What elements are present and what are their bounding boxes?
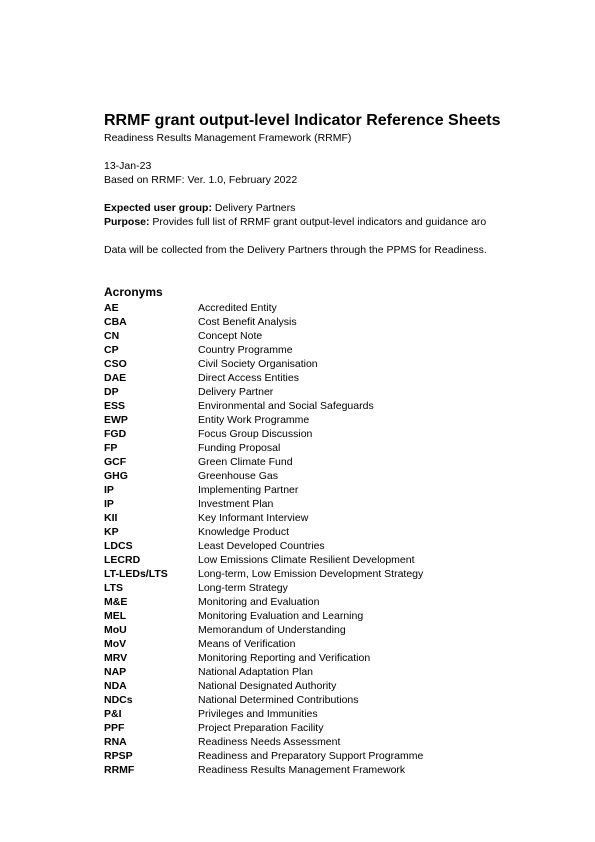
- acronym-definition: Long-term Strategy: [198, 582, 288, 594]
- acronym-row: [104, 763, 423, 777]
- acronym-code: RRMF: [104, 764, 135, 776]
- acronym-definition: Memorandum of Understanding: [198, 624, 346, 636]
- acronym-code: DAE: [104, 372, 127, 384]
- acronym-definition: Accredited Entity: [198, 302, 277, 314]
- acronym-row: [104, 581, 423, 595]
- document-date: 13-Jan-23: [104, 160, 152, 172]
- acronym-definition: Entity Work Programme: [198, 414, 310, 426]
- acronym-definition: National Designated Authority: [198, 680, 337, 692]
- acronym-row: [104, 455, 423, 469]
- acronym-code: DP: [104, 386, 119, 398]
- acronym-row: [104, 385, 423, 399]
- data-collection-note: Data will be collected from the Delivery Partners through the PPMS for Readiness.: [104, 244, 487, 256]
- acronym-code: EWP: [104, 414, 128, 426]
- purpose-value: Provides full list of RRMF grant output-level indicators and guidance aro: [149, 216, 487, 228]
- acronym-code: LT-LEDs/LTS: [104, 568, 168, 580]
- acronym-row: [104, 301, 423, 315]
- acronym-definition: Monitoring Reporting and Verification: [198, 652, 371, 664]
- acronym-definition: Monitoring and Evaluation: [198, 596, 320, 608]
- acronym-code: AE: [104, 302, 119, 314]
- acronym-definition: Country Programme: [198, 344, 293, 356]
- acronym-definition: Key Informant Interview: [198, 512, 309, 524]
- acronym-row: [104, 553, 423, 567]
- acronym-row: [104, 357, 423, 371]
- acronym-code: NDA: [104, 680, 127, 692]
- acronym-code: GHG: [104, 470, 128, 482]
- user-group-label: Expected user group:: [104, 202, 212, 214]
- acronym-definition: Means of Verification: [198, 638, 296, 650]
- acronym-row: [104, 721, 423, 735]
- acronym-code: CN: [104, 330, 120, 342]
- document-title: RRMF grant output-level Indicator Reference Sheets: [104, 112, 501, 129]
- user-group-value: Delivery Partners: [211, 202, 296, 214]
- acronym-code: MEL: [104, 610, 127, 622]
- acronym-row: [104, 539, 423, 553]
- acronym-code: MoU: [104, 624, 127, 636]
- purpose-label: Purpose:: [104, 216, 150, 228]
- acronym-code: P&I: [104, 708, 122, 720]
- acronym-definition: Funding Proposal: [198, 442, 281, 454]
- acronym-row: [104, 735, 423, 749]
- acronym-definition: Implementing Partner: [198, 484, 299, 496]
- acronym-definition: Readiness Needs Assessment: [198, 736, 341, 748]
- acronym-definition: Readiness Results Management Framework: [198, 764, 406, 776]
- acronyms-heading: Acronyms: [104, 285, 163, 299]
- acronym-row: [104, 441, 423, 455]
- acronym-code: RNA: [104, 736, 127, 748]
- acronym-code: RPSP: [104, 750, 133, 762]
- acronym-row: [104, 329, 423, 343]
- acronym-row: [104, 595, 423, 609]
- acronym-code: KII: [104, 512, 118, 524]
- acronym-definition: National Determined Contributions: [198, 694, 359, 706]
- acronym-code: ESS: [104, 400, 126, 412]
- acronym-row: [104, 651, 423, 665]
- acronym-row: [104, 483, 423, 497]
- acronym-row: [104, 679, 423, 693]
- document-subtitle: Readiness Results Management Framework (RRMF): [104, 132, 352, 144]
- acronym-code: FP: [104, 442, 118, 454]
- acronym-definition: Direct Access Entities: [198, 372, 299, 384]
- acronym-row: [104, 707, 423, 721]
- acronym-row: [104, 749, 423, 763]
- acronym-row: [104, 623, 423, 637]
- acronym-code: KP: [104, 526, 119, 538]
- acronym-row: [104, 693, 423, 707]
- acronym-row: [104, 665, 423, 679]
- acronym-code: LECRD: [104, 554, 141, 566]
- acronym-row: [104, 637, 423, 651]
- acronym-code: CP: [104, 344, 119, 356]
- acronym-code: M&E: [104, 596, 128, 608]
- acronyms-list: [104, 301, 423, 777]
- acronym-row: [104, 511, 423, 525]
- acronym-code: PPF: [104, 722, 125, 734]
- acronym-definition: Monitoring Evaluation and Learning: [198, 610, 364, 622]
- acronym-row: [104, 343, 423, 357]
- acronym-code: NAP: [104, 666, 127, 678]
- acronym-row: [104, 497, 423, 511]
- user-group-line: [104, 202, 295, 214]
- based-on-line: Based on RRMF: Ver. 1.0, February 2022: [104, 174, 298, 186]
- acronym-definition: National Adaptation Plan: [198, 666, 314, 678]
- acronym-code: MoV: [104, 638, 127, 650]
- acronym-code: CSO: [104, 358, 127, 370]
- acronym-row: [104, 567, 423, 581]
- acronym-code: LDCS: [104, 540, 133, 552]
- acronym-definition: Low Emissions Climate Resilient Development: [198, 554, 415, 566]
- acronym-definition: Cost Benefit Analysis: [198, 316, 297, 328]
- acronym-definition: Knowledge Product: [198, 526, 290, 538]
- acronym-definition: Least Developed Countries: [198, 540, 325, 552]
- acronym-definition: Greenhouse Gas: [198, 470, 278, 482]
- acronym-code: MRV: [104, 652, 128, 664]
- acronym-row: [104, 371, 423, 385]
- acronym-row: [104, 427, 423, 441]
- acronym-code: IP: [104, 484, 114, 496]
- acronym-definition: Long-term, Low Emission Development Strategy: [198, 568, 424, 580]
- acronym-code: NDCs: [104, 694, 133, 706]
- acronym-row: [104, 399, 423, 413]
- acronym-definition: Civil Society Organisation: [198, 358, 318, 370]
- acronym-row: [104, 525, 423, 539]
- acronym-row: [104, 315, 423, 329]
- acronym-definition: Concept Note: [198, 330, 263, 342]
- acronym-code: LTS: [104, 582, 124, 594]
- acronym-definition: Investment Plan: [198, 498, 274, 510]
- acronym-definition: Delivery Partner: [198, 386, 274, 398]
- acronym-row: [104, 469, 423, 483]
- acronym-code: GCF: [104, 456, 127, 468]
- acronym-row: [104, 413, 423, 427]
- acronym-code: FGD: [104, 428, 127, 440]
- acronym-definition: Green Climate Fund: [198, 456, 293, 468]
- purpose-line: [104, 216, 501, 228]
- acronym-definition: Focus Group Discussion: [198, 428, 313, 440]
- acronym-row: [104, 609, 423, 623]
- acronym-definition: Privileges and Immunities: [198, 708, 318, 720]
- acronym-definition: Environmental and Social Safeguards: [198, 400, 374, 412]
- acronym-definition: Project Preparation Facility: [198, 722, 324, 734]
- acronym-code: IP: [104, 498, 114, 510]
- acronym-definition: Readiness and Preparatory Support Programme: [198, 750, 424, 762]
- acronym-code: CBA: [104, 316, 127, 328]
